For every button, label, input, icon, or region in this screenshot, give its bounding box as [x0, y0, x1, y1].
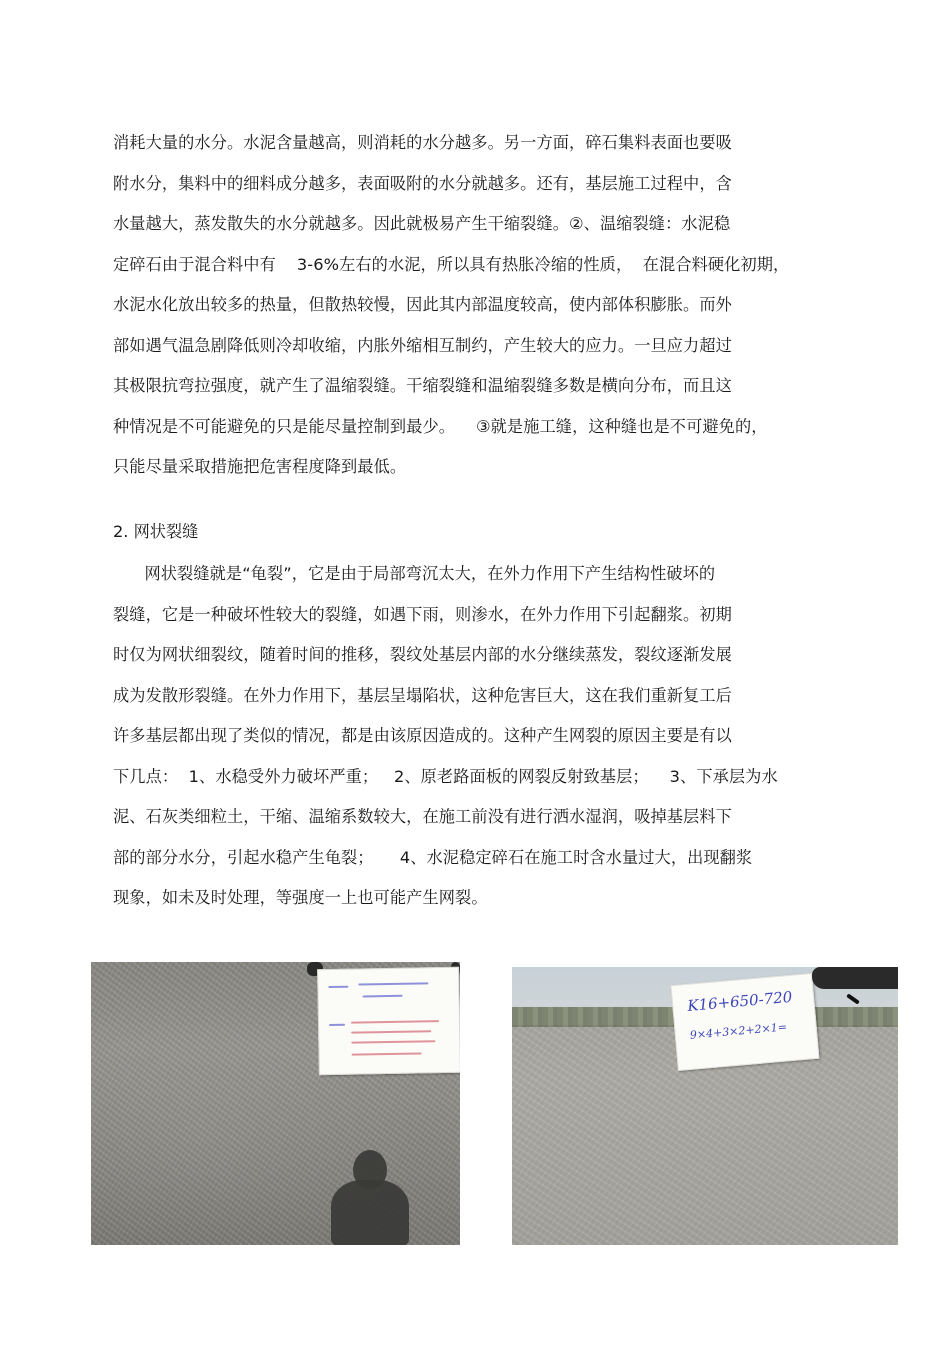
- photo-cracked-road-left: [91, 962, 460, 1245]
- text-line: 消耗大量的水分。水泥含量越高，则消耗的水分越多。另一方面，碎石集料表面也要吸: [113, 133, 732, 152]
- text-line: 部的部分水分，引起水稳产生龟裂； 4、水泥稳定碎石在施工时含水量过大，出现翻浆: [113, 847, 753, 867]
- paragraph-mesh-cracks: [113, 554, 843, 919]
- text-line: 水量越大，蒸发散失的水分就越多。因此就极易产生干缩裂缝。②、温缩裂缝：水泥稳: [113, 214, 731, 233]
- text-line: 其极限抗弯拉强度，就产生了温缩裂缝。干缩裂缝和温缩裂缝多数是横向分布，而且这: [113, 376, 732, 395]
- hand-holding-sign: [812, 967, 898, 989]
- text-line: 部如遇气温急剧降低则冷却收缩，内胀外缩相互制约，产生较大的应力。一旦应力超过: [113, 335, 732, 355]
- text-line: 附水分，集料中的细料成分越多，表面吸附的水分就越多。还有，基层施工过程中，含: [113, 173, 732, 193]
- text-line: 许多基层都出现了类似的情况，都是由该原因造成的。这种产生网裂的原因主要是有以: [113, 726, 732, 745]
- shadow-body: [331, 1180, 409, 1245]
- stake-sign: [671, 973, 820, 1071]
- text-line: 下几点： 1、水稳受外力破坏严重； 2、原老路面板的网裂反射致基层； 3、下承层为水: [113, 766, 778, 786]
- text-line: 裂缝，它是一种破坏性较大的裂缝，如遇下雨，则渗水，在外力作用下引起翻浆。初期: [113, 604, 732, 624]
- stake-number: K16+650-720: [686, 987, 793, 1015]
- text-line: 种情况是不可能避免的只是能尽量控制到最少。 ③就是施工缝，这种缝也是不可避免的，: [113, 416, 768, 436]
- text-line: 水泥水化放出较多的热量，但散热较慢，因此其内部温度较高，使内部体积膨胀。而外: [113, 295, 732, 314]
- text-line: 网状裂缝就是“龟裂”，它是由于局部弯沉太大，在外力作用下产生结构性破坏的: [113, 564, 716, 583]
- text-line: 定碎石由于混合料中有 3-6%左右的水泥，所以具有热胀冷缩的性质， 在混合料硬化初期，: [113, 254, 790, 274]
- handwritten-board: [317, 967, 460, 1075]
- section-heading: 2. 网状裂缝: [113, 522, 199, 541]
- area-formula: 9×4+3×2+2×1=: [689, 1019, 795, 1042]
- text-line: 成为发散形裂缝。在外力作用下，基层呈塌陷状，这种危害巨大，这在我们重新复工后: [113, 685, 732, 705]
- paragraph-shrinkage-cracks: [113, 123, 843, 488]
- text-line: 现象，如未及时处理，等强度一上也可能产生网裂。: [113, 888, 488, 907]
- text-line: 泥、石灰类细粒土，干缩、温缩系数较大，在施工前没有进行洒水湿润，吸掉基层料下: [113, 807, 732, 826]
- photo-cracked-road-right: [512, 967, 898, 1245]
- text-line: 只能尽量采取措施把危害程度降到最低。: [113, 457, 407, 476]
- text-line: 时仅为网状细裂纹，随着时间的推移，裂纹处基层内部的水分继续蒸发，裂纹逐渐发展: [113, 645, 732, 664]
